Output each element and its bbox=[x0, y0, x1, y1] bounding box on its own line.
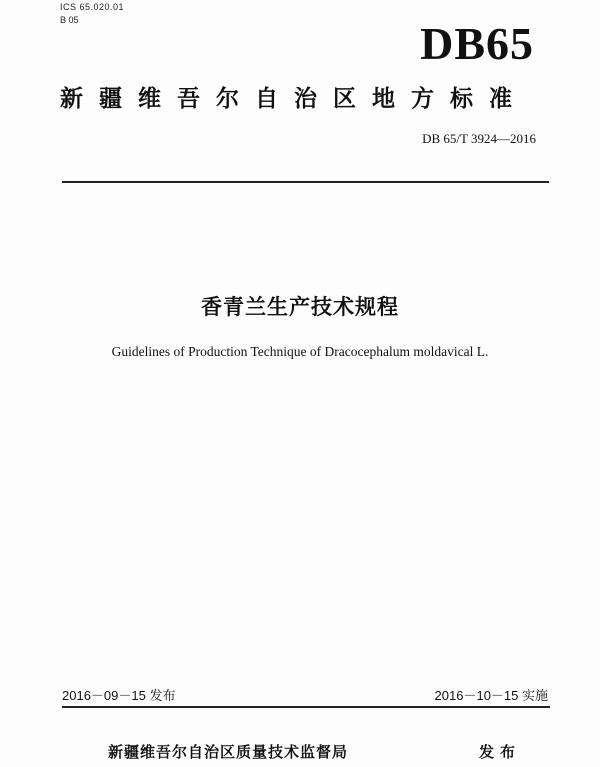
document-title-english: Guidelines of Production Technique of Dracocephalum moldavical L. bbox=[111, 344, 489, 359]
ccs-code: B 05 bbox=[60, 15, 79, 25]
implementation-date: 2016－10－15 实施 bbox=[434, 688, 548, 703]
bottom-divider bbox=[62, 706, 550, 708]
standard-level-heading: 新疆维吾尔自治区地方标准 bbox=[60, 86, 528, 112]
document-title-chinese: 香青兰生产技术规程 bbox=[201, 295, 399, 319]
ics-code: ICS 65.020.01 bbox=[60, 2, 125, 12]
standard-number: DB 65/T 3924—2016 bbox=[422, 131, 536, 146]
standard-mark: DB65 bbox=[420, 18, 534, 69]
issue-label: 发布 bbox=[479, 743, 522, 761]
issue-date: 2016－09－15 发布 bbox=[62, 688, 176, 703]
issuing-authority: 新疆维吾尔自治区质量技术监督局 bbox=[108, 743, 349, 761]
top-divider bbox=[62, 181, 549, 183]
